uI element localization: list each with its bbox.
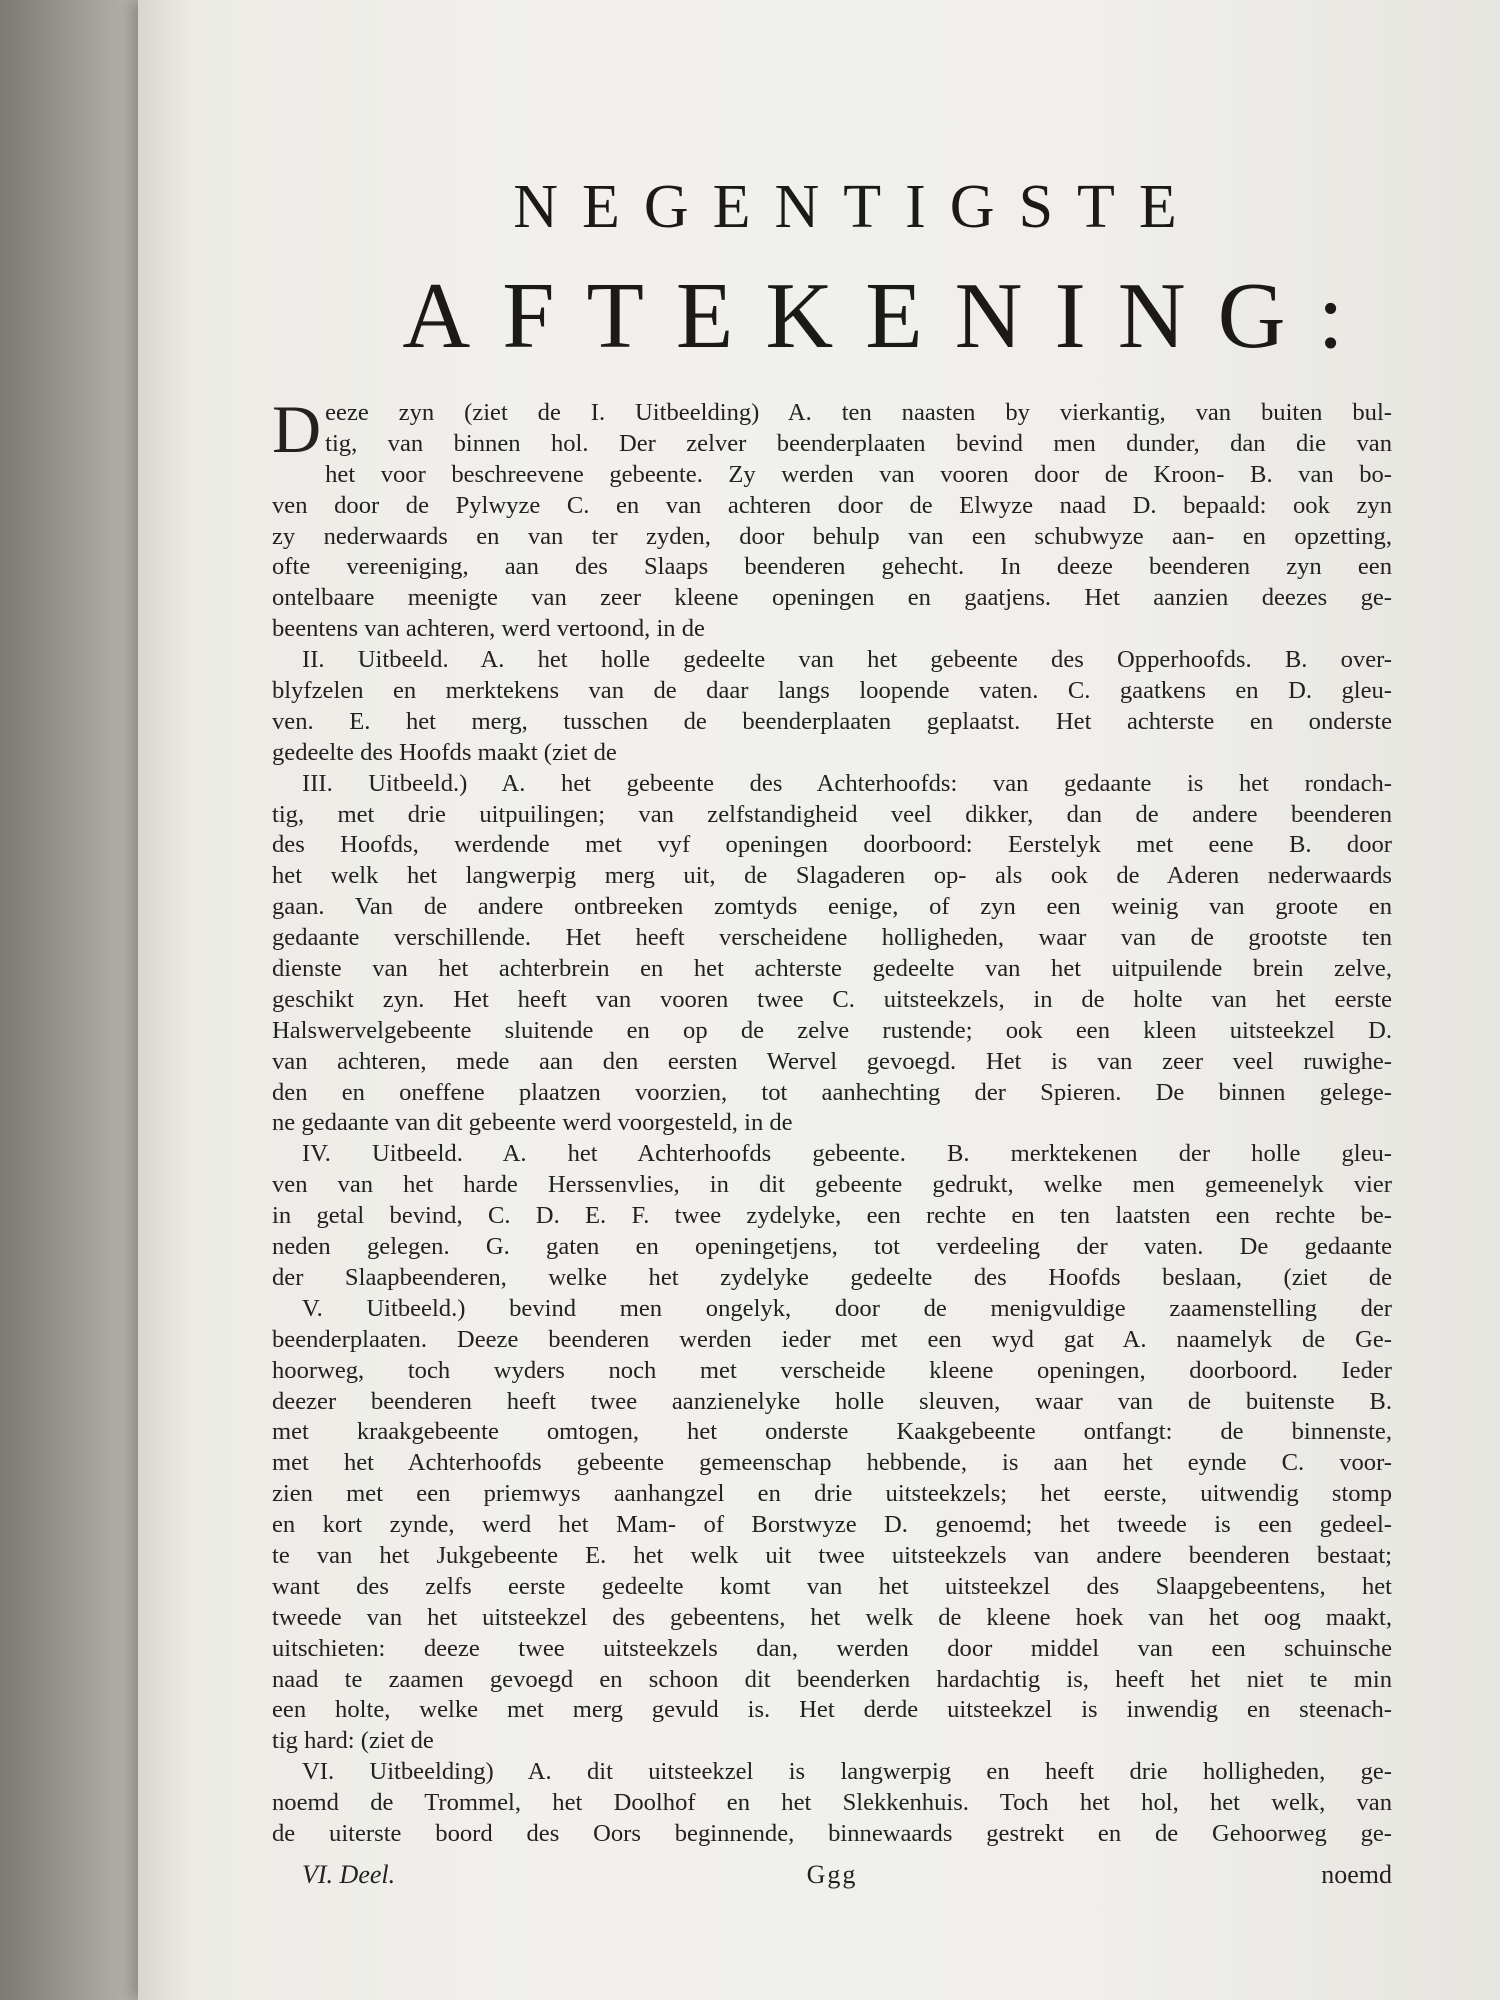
text-line: in getal bevind, C. D. E. F. twee zydelyke, een rechte en ten laatsten een rechte be- — [272, 1202, 1392, 1230]
text-line: der Slaapbeenderen, welke het zydelyke gedeelte des Hoofds beslaan, (ziet de — [272, 1263, 1392, 1291]
text-line: ven van het harde Herssenvlies, in dit gebeente gedrukt, welke men gemeenelyk vier — [272, 1171, 1392, 1199]
text-line: den en oneffene plaatzen voorzien, tot aanhechting der Spieren. De binnen gelege- — [272, 1078, 1392, 1106]
background-left — [0, 0, 150, 2000]
text-line: ven door de Pylwyze C. en van achteren door de Elwyze naad D. bepaald: ook zyn — [272, 491, 1392, 519]
text-line: eeze zyn (ziet de I. Uitbeelding) A. ten naasten by vierkantig, van buiten bul- — [325, 399, 1392, 426]
text-line: en kort zynde, werd het Mam- of Borstwyze D. genoemd; het tweede is een gedeel- — [272, 1511, 1392, 1539]
book-page — [138, 0, 1500, 2000]
text-line: deezer beenderen heeft twee aanzienelyke holle sleuven, waar van de buitenste B. — [272, 1387, 1392, 1415]
text-line: blyfzelen en merktekens van de daar langs loopende vaten. C. gaatkens en D. gleu- — [272, 677, 1392, 705]
catchword: noemd — [1321, 1860, 1392, 1889]
text-line: gedaante verschillende. Het heeft verscheidene holligheden, waar van de grootste ten — [272, 924, 1392, 952]
text-line: II. Uitbeeld. A. het holle gedeelte van het gebeente des Opperhoofds. B. over- — [302, 646, 1392, 674]
text-line: want des zelfs eerste gedeelte komt van het uitsteekzel des Slaapgebeentens, het — [272, 1572, 1392, 1600]
text-line: met het Achterhoofds gebeente gemeenschap hebbende, is aan het eynde C. voor- — [272, 1449, 1392, 1477]
text-line: het welk het langwerpig merg uit, de Slagaderen op- als ook de Aderen nederwaards — [272, 862, 1392, 890]
heading-line-2: AFTEKENING: — [402, 264, 1376, 368]
drop-cap: D — [272, 391, 322, 467]
text-line: te van het Jukgebeente E. het welk uit twee uitsteekzels van andere beenderen bestaat; — [272, 1541, 1392, 1569]
text-line: ne gedaante van dit gebeente werd voorgesteld, in de — [272, 1109, 793, 1137]
text-line: noemd de Trommel, het Doolhof en het Slekkenhuis. Toch het hol, het welk, van — [272, 1789, 1392, 1817]
text-line: uitschieten: deeze twee uitsteekzels dan, werden door middel van een schuinsche — [272, 1634, 1392, 1662]
text-line: ontelbaare meenigte van zeer kleene openingen en gaatjens. Het aanzien deezes ge- — [272, 584, 1392, 612]
text-line: van achteren, mede aan den eersten Wervel gevoegd. Het is van zeer veel ruwighe- — [272, 1047, 1392, 1075]
text-line: beenderplaaten. Deeze beenderen werden ieder met een wyd gat A. naamelyk de Ge- — [272, 1325, 1392, 1353]
text-line: V. Uitbeeld.) bevind men ongelyk, door de menigvuldige zaamenstelling der — [302, 1294, 1392, 1322]
heading-line-1: NEGENTIGSTE — [513, 173, 1201, 241]
text-line: tig, met drie uitpuilingen; van zelfstandigheid veel dikker, dan de andere beenderen — [272, 800, 1392, 828]
text-line: zien met een priemwys aanhangzel en drie uitsteekzels; het eerste, uitwendig stomp — [272, 1480, 1392, 1508]
text-line: naad te zaamen gevoegd en schoon dit beenderken hardachtig is, heeft het niet te min — [272, 1665, 1392, 1693]
text-line: gaan. Van de andere ontbreeken zomtyds eenige, of zyn een weinig van groote en — [272, 893, 1392, 921]
text-line: geschikt zyn. Het heeft van vooren twee C. uitsteekzels, in de holte van het eerste — [272, 985, 1392, 1013]
text-line: hoorweg, toch wyders noch met verscheide kleene openingen, doorboord. Ieder — [272, 1356, 1392, 1384]
text-line: III. Uitbeeld.) A. het gebeente des Achterhoofds: van gedaante is het rondach- — [302, 769, 1392, 797]
text-line: gedeelte des Hoofds maakt (ziet de — [272, 738, 617, 766]
text-line: een holte, welke met merg gevuld is. Het derde uitsteekzel is inwendig en steenach- — [272, 1696, 1392, 1724]
body-text — [272, 391, 1392, 1850]
text-line: des Hoofds, werdende met vyf openingen doorboord: Eerstelyk met eene B. door — [272, 831, 1392, 859]
text-line: de uiterste boord des Oors beginnende, binnewaards gestrekt en de Gehoorweg ge- — [272, 1819, 1392, 1847]
text-line: neden gelegen. G. gaten en openingetjens, tot verdeeling der vaten. De gedaante — [272, 1233, 1392, 1261]
text-line: ven. E. het merg, tusschen de beenderplaaten geplaatst. Het achterste en onderste — [272, 707, 1392, 735]
text-line: IV. Uitbeeld. A. het Achterhoofds gebeente. B. merktekenen der holle gleu- — [302, 1140, 1392, 1168]
text-line: het voor beschreevene gebeente. Zy werden van vooren door de Kroon- B. van bo- — [325, 460, 1392, 488]
volume-signature: VI. Deel. — [302, 1860, 396, 1889]
text-line: ofte vereeniging, aan des Slaaps beenderen gehecht. In deeze beenderen zyn een — [272, 553, 1392, 581]
page-footer — [272, 1860, 1392, 1896]
text-line: VI. Uitbeelding) A. dit uitsteekzel is langwerpig en heeft drie holligheden, ge- — [302, 1758, 1392, 1786]
text-line: beentens van achteren, werd vertoond, in de — [272, 615, 705, 643]
text-line: tig, van binnen hol. Der zelver beenderplaaten bevind men dunder, dan die van — [325, 429, 1392, 457]
text-line: tig hard: (ziet de — [272, 1727, 434, 1755]
text-line: Halswervelgebeente sluitende en op de zelve rustende; ook een kleen uitsteekzel D. — [272, 1016, 1392, 1044]
text-line: met kraakgebeente omtogen, het onderste Kaakgebeente ontfangt: de binnenste, — [272, 1418, 1392, 1446]
text-line: zy nederwaards en van ter zyden, door behulp van een schubwyze aan- en opzetting, — [272, 522, 1392, 550]
text-line: tweede van het uitsteekzel des gebeentens, het welk de kleene hoek van het oog maakt, — [272, 1603, 1392, 1631]
gathering-mark: Ggg — [806, 1860, 858, 1889]
text-line: dienste van het achterbrein en het achterste gedeelte van het uitpuilende brein zelve, — [272, 955, 1392, 983]
